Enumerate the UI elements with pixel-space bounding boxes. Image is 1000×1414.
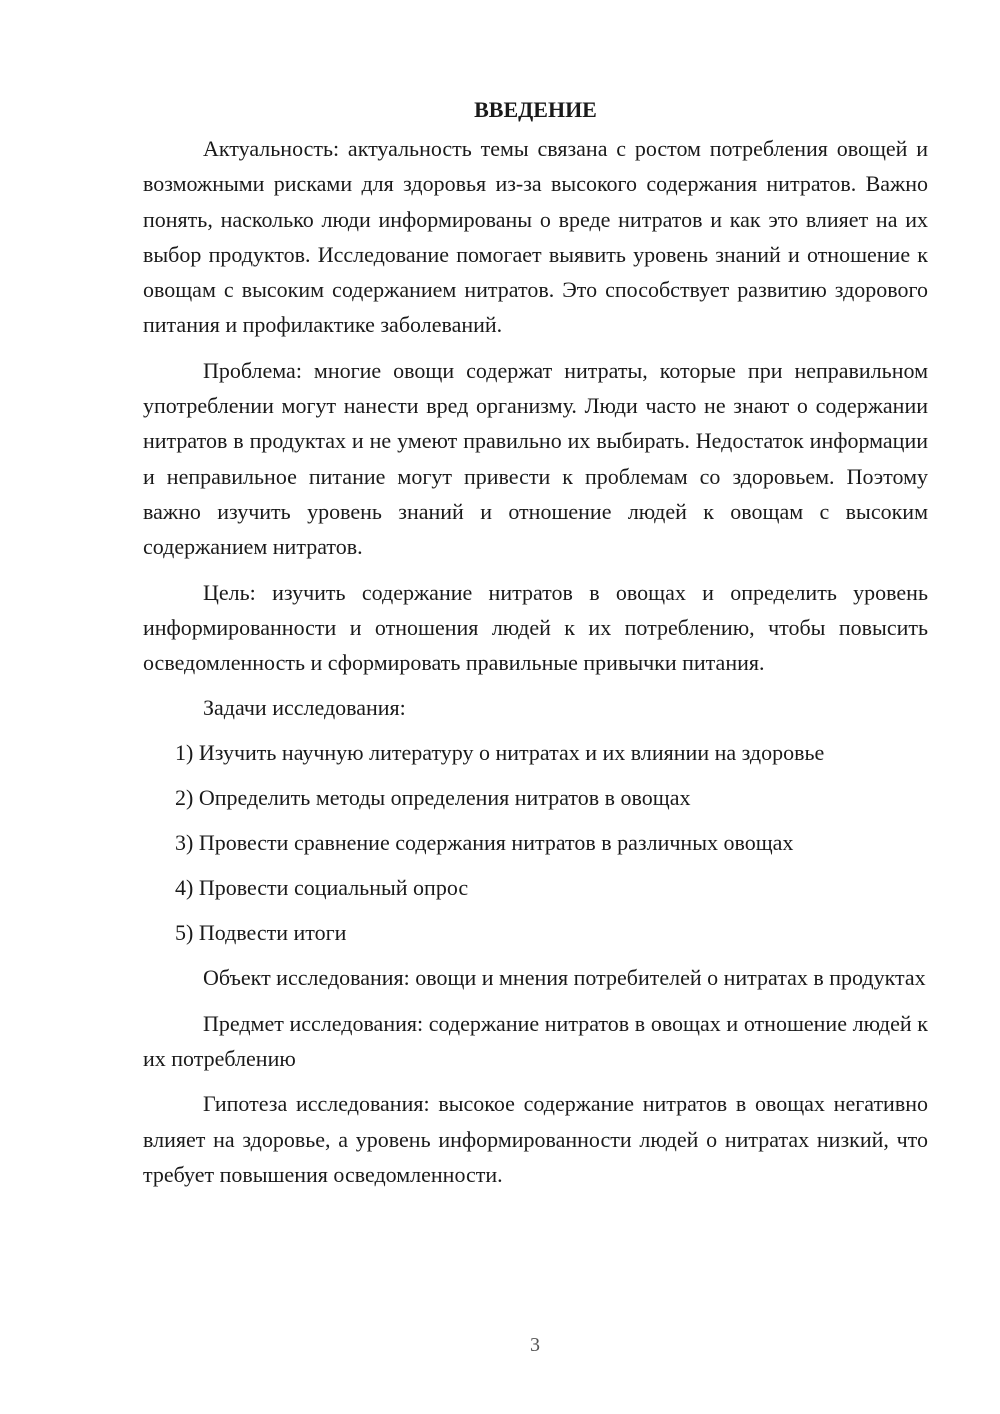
subject-paragraph: Предмет исследования: содержание нитратов в овощах и отношение людей к их потреблению (143, 1010, 928, 1072)
relevance-paragraph: Актуальность: актуальность темы связана с ростом потребления овощей и возможными рисками для здоровья из-за высокого содержания нитратов. Важно понять, насколько люди информированы о вреде нитратов и как это влияет на их выбор продуктов. Исследование помогает выявить уровень знаний и отношение к овощам с высоким содержанием нитратов. Это способствует развитию здорового питания и профилактике заболеваний. (143, 136, 928, 338)
task-list (143, 735, 928, 951)
page-title: ВВЕДЕНИЕ (474, 97, 597, 122)
document-page (143, 92, 928, 1202)
tasks-heading: Задачи исследования: (203, 695, 406, 721)
task-item: 4) Провести социальный опрос (175, 875, 469, 901)
goal-paragraph: Цель: изучить содержание нитратов в овощах и определить уровень информированности и отношения людей к их потреблению, чтобы повысить осведомленность и сформировать правильные привычки питания. (143, 579, 928, 676)
task-item: 5) Подвести итоги (175, 920, 347, 946)
task-item: 2) Определить методы определения нитратов в овощах (175, 785, 691, 811)
task-item: 1) Изучить научную литературу о нитратах и их влиянии на здоровье (175, 740, 825, 766)
page-number: 3 (530, 1334, 540, 1356)
object-paragraph: Объект исследования: овощи и мнения потребителей о нитратах в продуктах (203, 965, 926, 991)
task-item: 3) Провести сравнение содержания нитратов в различных овощах (175, 830, 794, 856)
hypothesis-paragraph: Гипотеза исследования: высокое содержание нитратов в овощах негативно влияет на здоровье, а уровень информированности людей о нитратах низкий, что требует повышения осведомленности. (143, 1091, 928, 1187)
problem-paragraph: Проблема: многие овощи содержат нитраты, которые при неправильном употреблении могут нанести вред организму. Люди часто не знают о содержании нитратов в продуктах и не умеют правильно их выбирать. Недостаток информации и неправильное питание могут привести к проблемам со здоровьем. Поэтому важно изучить уровень знаний и отношение людей к овощам с высоким содержанием нитратов. (143, 357, 928, 560)
